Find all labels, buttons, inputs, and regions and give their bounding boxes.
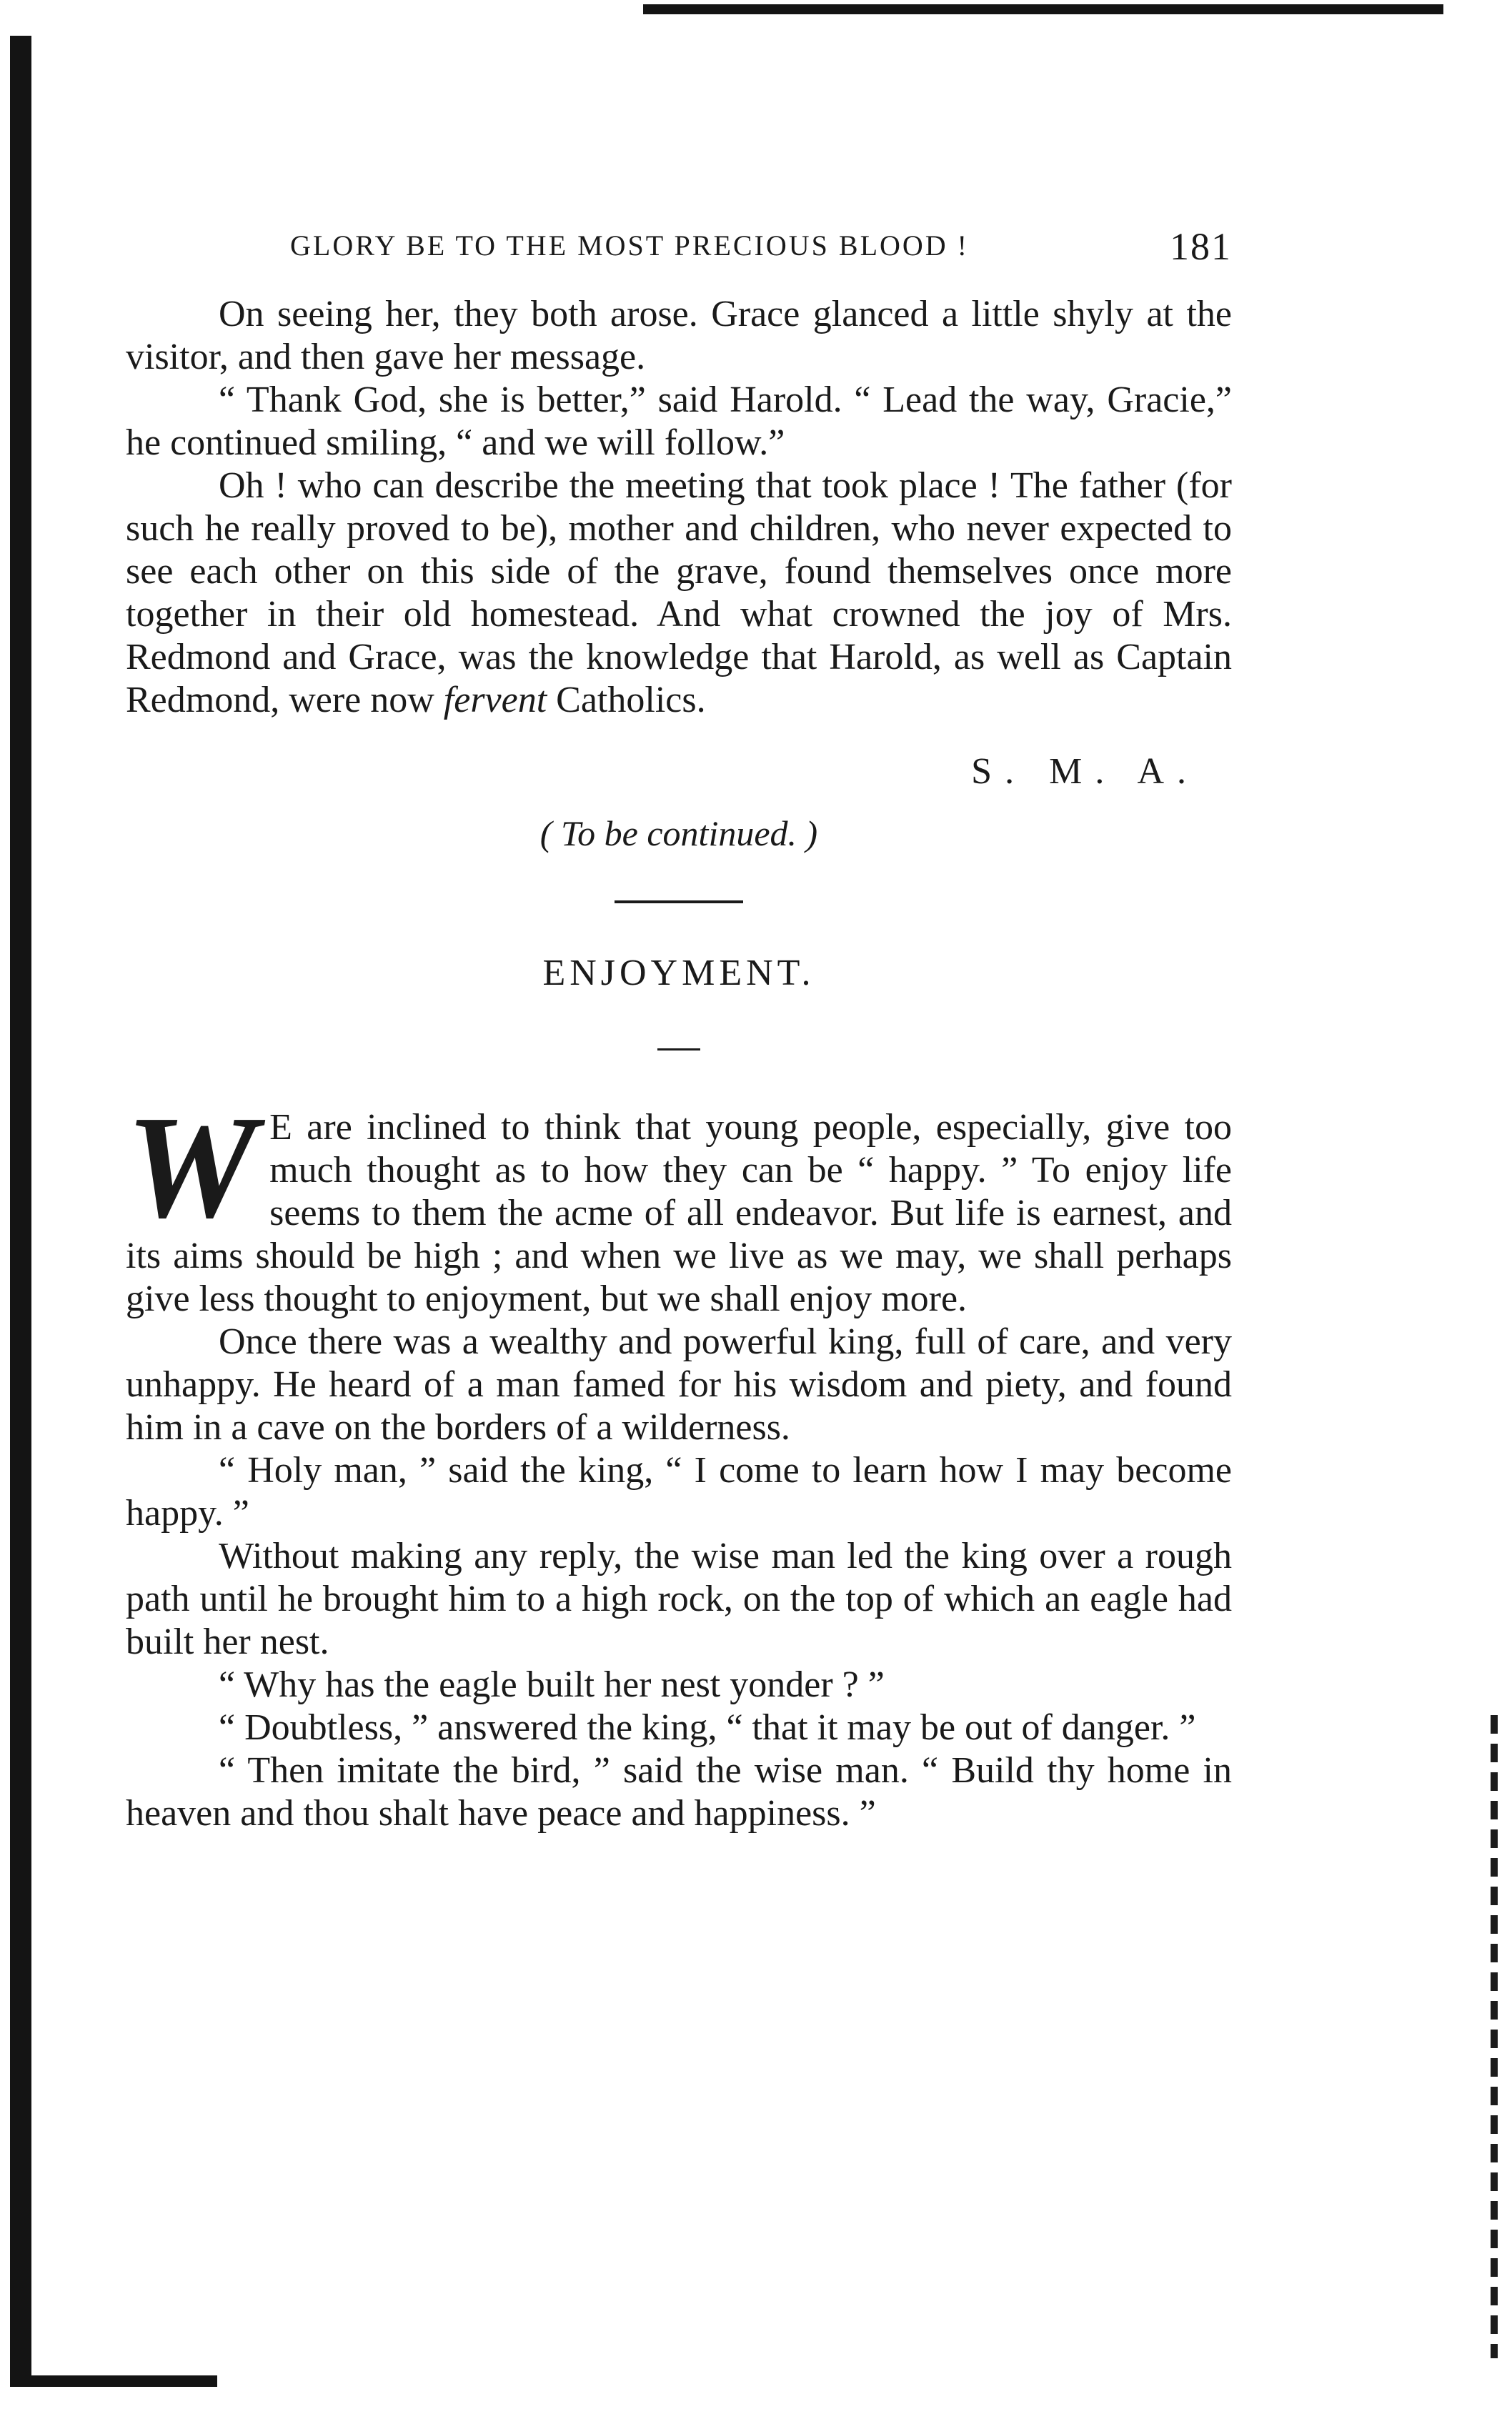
story-continuation: [126, 293, 1232, 855]
story-paragraph: On seeing her, they both arose. Grace glanced a little shyly at the visitor, and then gave her message.: [126, 294, 1232, 377]
emphasis-word: fervent: [443, 680, 547, 720]
section-divider: [615, 900, 743, 903]
title-underline: [657, 1048, 700, 1050]
page: [126, 225, 1232, 1835]
running-header: [126, 225, 1232, 286]
enjoyment-article: [126, 1085, 1232, 1835]
story-paragraph-final: [126, 465, 1232, 722]
scan-bottom-border: [10, 2375, 217, 2387]
drop-cap-letter: W: [126, 1085, 257, 1248]
article-paragraph: “ Holy man, ” said the king, “ I come to learn how I may become happy. ”: [126, 1450, 1232, 1534]
story-paragraph-tail: Catholics.: [547, 680, 706, 720]
section-title: ENJOYMENT.: [542, 953, 815, 993]
article-paragraph: “ Doubtless, ” answered the king, “ that it may be out of danger. ”: [219, 1707, 1196, 1748]
scan-left-border: [10, 36, 31, 2387]
article-paragraph: “ Why has the eagle built her nest yonder ? ”: [219, 1664, 885, 1705]
scan-top-border: [643, 4, 1443, 14]
article-paragraph: Without making any reply, the wise man led the king over a rough path until he brought him to a high rock, on the top of which an eagle had built her nest.: [126, 1536, 1232, 1662]
scan-right-edge: [1491, 1715, 1498, 2358]
running-title: GLORY BE TO THE MOST PRECIOUS BLOOD !: [290, 229, 969, 262]
author-signature: S. M. A.: [971, 751, 1199, 792]
article-paragraph: Once there was a wealthy and powerful king, full of care, and very unhappy. He heard of a man famed for his wisdom and piety, and found him in a cave on the borders of a wilderness.: [126, 1321, 1232, 1448]
story-paragraph-text: Oh ! who can describe the meeting that took place ! The father (for such he really proved to be), mother and children, who never expected to see each other on this side of the grave, found themselves once more together in their old homestead. And what crowned the joy of Mrs. Redmond and Grace, was the knowledge that Harold, as well as Captain Redmond, were now: [126, 465, 1232, 720]
article-paragraph-text: E are inclined to think that young people, especially, give too much thought as to how they can be “ happy. ” To enjoy life seems to them the acme of all endeavor. But life is earnest, and its aims should be high ; and when we live as we may, we shall perhaps give less thought to enjoyment, but we shall enjoy more.: [126, 1107, 1232, 1319]
article-paragraph: “ Then imitate the bird, ” said the wise man. “ Build thy home in heaven and thou shalt have peace and happiness. ”: [126, 1750, 1232, 1834]
story-paragraph: “ Thank God, she is better,” said Harold. “ Lead the way, Gracie,” he continued smiling, “ and we will follow.”: [126, 379, 1232, 463]
article-paragraph-first: [126, 1085, 1232, 1321]
to-be-continued-note: ( To be continued. ): [539, 813, 818, 853]
page-number: 181: [1170, 225, 1232, 268]
